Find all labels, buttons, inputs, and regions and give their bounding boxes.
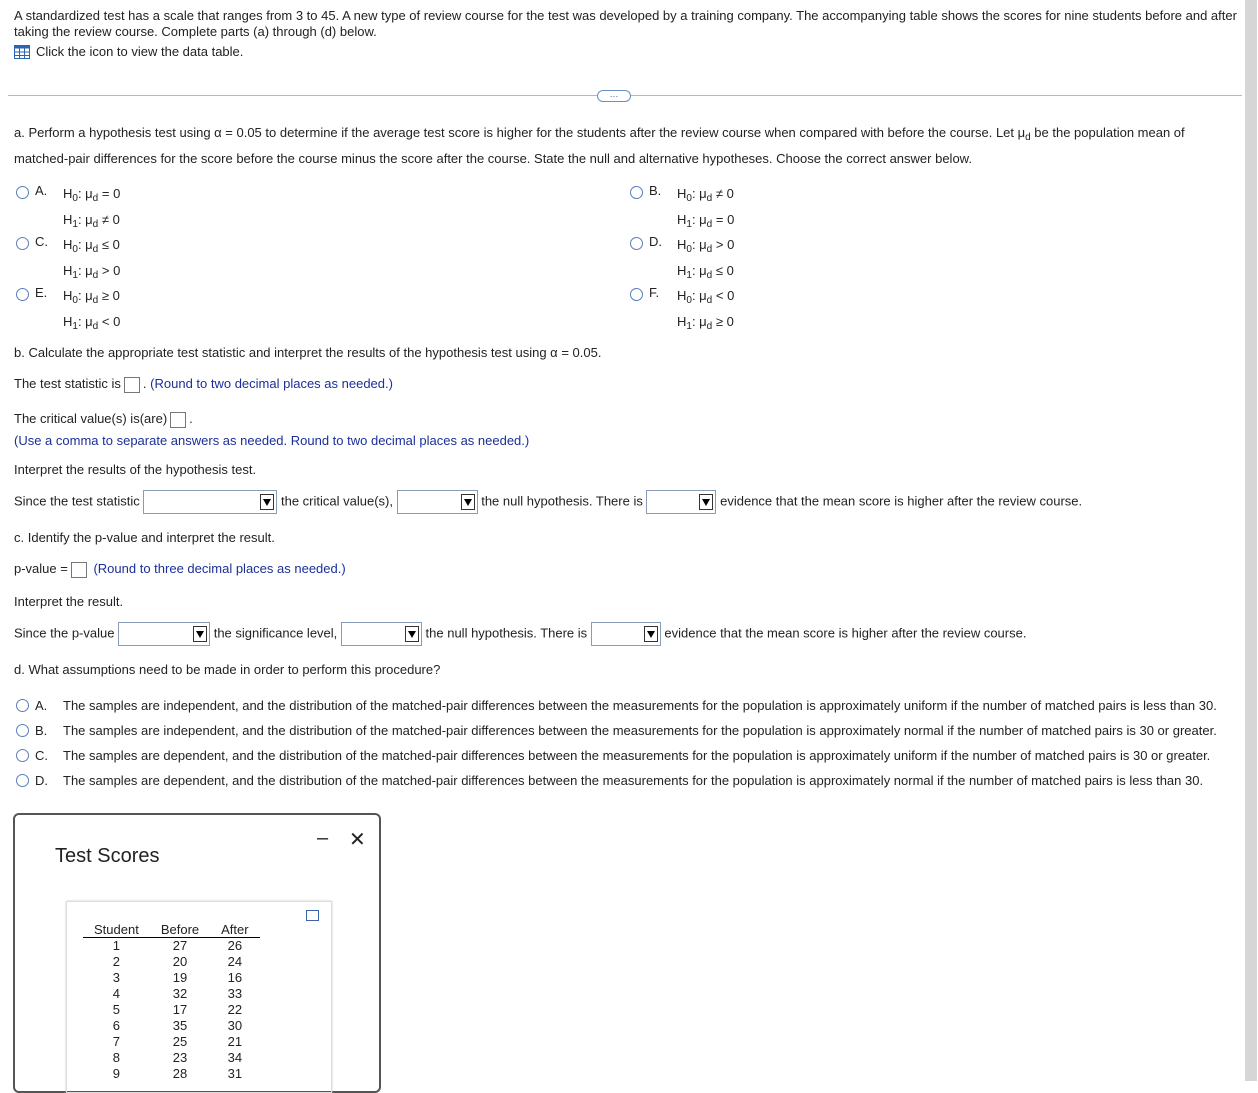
- table-cell: 34: [227, 1050, 243, 1065]
- table-row: [83, 938, 260, 955]
- critical-value-row: The critical value(s) is(are) .: [14, 411, 193, 426]
- hypothesis-option-a[interactable]: [16, 183, 120, 235]
- part-b-interpret-label: Interpret the results of the hypothesis test.: [14, 462, 257, 477]
- option-hypotheses: $H_0$: $\mu_d \le 0$ $H_1$: $\mu_d > 0$: [63, 237, 121, 281]
- table-row: [83, 986, 260, 1002]
- option-hypotheses: $H_0$: $\mu_d \ge 0$ $H_1$: $\mu_d < 0$: [63, 288, 121, 332]
- c-evidence-dropdown[interactable]: [591, 622, 661, 646]
- expand-more-button[interactable]: …: [597, 90, 631, 102]
- critical-value-label: The critical value(s) is(are): [14, 411, 168, 426]
- test-statistic-hint: (Round to two decimal places as needed.): [150, 376, 393, 391]
- option-letter: C.: [35, 748, 48, 763]
- option-hypotheses: $H_0$: $\mu_d < 0$ $H_1$: $\mu_d \ge 0$: [677, 288, 735, 332]
- dialog-title: Test Scores: [55, 845, 160, 867]
- h1-text: ≠ 0: [101, 212, 120, 227]
- table-cell: 8: [112, 1050, 121, 1065]
- option-letter: A.: [35, 698, 48, 713]
- c-reject-dropdown[interactable]: [341, 622, 422, 646]
- radio-button[interactable]: [16, 749, 29, 762]
- chevron-down-icon[interactable]: [461, 494, 475, 510]
- table-cell: 1: [112, 938, 121, 953]
- table-cell: 20: [172, 954, 188, 969]
- table-cell: 19: [172, 970, 188, 985]
- radio-button[interactable]: [630, 237, 643, 250]
- pvalue-input[interactable]: [71, 562, 87, 578]
- radio-button[interactable]: [16, 186, 29, 199]
- h1-text: > 0: [101, 263, 121, 278]
- h0-text: ≠ 0: [715, 186, 734, 201]
- option-text: The samples are independent, and the distribution of the matched-pair differences between the measurements for the population is approximately uniform if the number of matched pairs is less than 30.: [63, 698, 1217, 713]
- assumption-option-d[interactable]: [16, 768, 1217, 793]
- hypothesis-option-d[interactable]: [630, 234, 734, 286]
- radio-button[interactable]: [16, 237, 29, 250]
- table-icon[interactable]: [14, 45, 30, 59]
- chevron-down-icon[interactable]: [260, 494, 274, 510]
- chevron-down-icon[interactable]: [644, 626, 658, 642]
- h1-text: ≤ 0: [715, 263, 734, 278]
- table-cell: 7: [112, 1034, 121, 1049]
- test-scores-table: [83, 922, 260, 1082]
- option-letter: F.: [649, 285, 660, 300]
- h1-text: = 0: [715, 212, 735, 227]
- table-cell: 30: [227, 1018, 243, 1033]
- radio-button[interactable]: [16, 288, 29, 301]
- c-conclusion-text-2: the significance level,: [213, 625, 338, 641]
- assumption-option-c[interactable]: [16, 743, 1217, 768]
- part-c-conclusion-row: [14, 622, 1026, 646]
- column-header: Student: [83, 922, 150, 938]
- option-letter: A.: [35, 183, 48, 198]
- table-cell: 9: [112, 1066, 121, 1081]
- critical-value-input[interactable]: [170, 412, 186, 428]
- radio-button[interactable]: [630, 288, 643, 301]
- table-cell: 25: [172, 1034, 188, 1049]
- table-cell: 28: [172, 1066, 188, 1081]
- option-letter: B.: [649, 183, 662, 198]
- radio-button[interactable]: [16, 724, 29, 737]
- close-icon[interactable]: ✕: [349, 829, 366, 851]
- table-cell: 27: [172, 938, 188, 953]
- minimize-icon[interactable]: –: [317, 827, 329, 849]
- pvalue-hint: (Round to three decimal places as needed.): [93, 561, 346, 576]
- c-conclusion-text-1: Since the p-value: [14, 625, 115, 641]
- table-row: [83, 1002, 260, 1018]
- b-conclusion-text-1: Since the test statistic: [14, 493, 140, 509]
- c-conclusion-text-4: evidence that the mean score is higher after the review course.: [664, 625, 1027, 641]
- chevron-down-icon[interactable]: [699, 494, 713, 510]
- table-cell: 31: [227, 1066, 243, 1081]
- h0-text: > 0: [715, 237, 735, 252]
- table-cell: 35: [172, 1018, 188, 1033]
- part-a-sub: d: [1025, 132, 1031, 143]
- assumption-option-b[interactable]: [16, 718, 1217, 743]
- test-scores-dialog: [13, 813, 381, 1093]
- hypothesis-option-b[interactable]: [630, 183, 734, 235]
- b-compare-dropdown[interactable]: [143, 490, 277, 514]
- chevron-down-icon[interactable]: [193, 626, 207, 642]
- b-conclusion-text-2: the critical value(s),: [280, 493, 393, 509]
- part-a-text-2: be the population mean of matched-pair differences for the score before the course minus the score after the course. State the null and alternative hypotheses. Choose the correct answer below.: [14, 125, 1185, 166]
- page-scrollbar[interactable]: [1245, 0, 1257, 1081]
- radio-button[interactable]: [16, 699, 29, 712]
- table-row: [83, 970, 260, 986]
- c-compare-dropdown[interactable]: [118, 622, 210, 646]
- part-d-prompt: d. What assumptions need to be made in order to perform this procedure?: [14, 662, 441, 677]
- table-cell: 26: [227, 938, 243, 953]
- copy-icon[interactable]: [306, 910, 319, 921]
- table-cell: 23: [172, 1050, 188, 1065]
- part-a-prompt: [14, 122, 1214, 169]
- data-table-panel: [66, 901, 332, 1093]
- test-statistic-row: The test statistic is . (Round to two decimal places as needed.): [14, 376, 393, 391]
- table-cell: 32: [172, 986, 188, 1001]
- table-cell: 24: [227, 954, 243, 969]
- h0-text: = 0: [101, 186, 121, 201]
- part-b-prompt: b. Calculate the appropriate test statistic and interpret the results of the hypothesis test using α = 0.05.: [14, 345, 602, 360]
- view-data-table-label[interactable]: Click the icon to view the data table.: [36, 44, 244, 59]
- option-text: The samples are independent, and the distribution of the matched-pair differences between the measurements for the population is approximately normal if the number of matched pairs is 30 or greater.: [63, 723, 1217, 738]
- c-conclusion-text-3: the null hypothesis. There is: [425, 625, 588, 641]
- b-conclusion-text-3: the null hypothesis. There is: [481, 493, 643, 509]
- b-conclusion-text-4: evidence that the mean score is higher after the review course.: [720, 493, 1083, 509]
- option-text: The samples are dependent, and the distribution of the matched-pair differences between the measurements for the population is approximately normal if the number of matched pairs is less than 30.: [63, 773, 1204, 788]
- h1-text: ≥ 0: [715, 314, 734, 329]
- table-row: [83, 954, 260, 970]
- table-cell: 6: [112, 1018, 121, 1033]
- table-cell: 3: [112, 970, 121, 985]
- table-cell: 5: [112, 1002, 121, 1017]
- h0-text: < 0: [715, 288, 735, 303]
- option-letter: D.: [649, 234, 662, 249]
- option-letter: D.: [35, 773, 48, 788]
- part-c-interpret-label: Interpret the result.: [14, 594, 124, 609]
- b-evidence-dropdown[interactable]: [646, 490, 716, 514]
- part-c-prompt: c. Identify the p-value and interpret the result.: [14, 530, 275, 545]
- part-a-text-1: a. Perform a hypothesis test using α = 0.05 to determine if the average test score is higher for the students after the review course when compared with before the course. Let μ: [14, 125, 1026, 140]
- b-reject-dropdown[interactable]: [397, 490, 478, 514]
- option-hypotheses: $H_0$: $\mu_d > 0$ $H_1$: $\mu_d \le 0$: [677, 237, 735, 281]
- option-letter: B.: [35, 723, 48, 738]
- table-row: [83, 1018, 260, 1034]
- test-statistic-input[interactable]: [124, 377, 140, 393]
- option-letter: C.: [35, 234, 48, 249]
- table-row: [83, 1066, 260, 1082]
- hypothesis-option-e[interactable]: [16, 285, 120, 337]
- option-text: The samples are dependent, and the distribution of the matched-pair differences between the measurements for the population is approximately uniform if the number of matched pairs is 30 or greater.: [63, 748, 1211, 763]
- hypothesis-option-f[interactable]: [630, 285, 734, 337]
- critical-value-hint: (Use a comma to separate answers as needed. Round to two decimal places as needed.): [14, 433, 530, 448]
- test-statistic-label: The test statistic is: [14, 376, 121, 391]
- part-d-choices: [16, 693, 1217, 793]
- part-b-conclusion-row: [14, 490, 1082, 514]
- h0-text: ≤ 0: [101, 237, 120, 252]
- column-header: Before: [150, 922, 210, 938]
- column-header: After: [210, 922, 259, 938]
- option-hypotheses: $H_0$: $\mu_d = 0$ $H_1$: $\mu_d \ne 0$: [63, 186, 121, 230]
- table-row: [83, 1050, 260, 1066]
- table-cell: 33: [227, 986, 243, 1001]
- problem-intro: A standardized test has a scale that ranges from 3 to 45. A new type of review course for the test was developed by a training company. The accompanying table shows the scores for nine students before and after taking the review course. Complete parts (a) through (d) below.: [14, 8, 1237, 39]
- table-cell: 2: [112, 954, 121, 969]
- chevron-down-icon[interactable]: [405, 626, 419, 642]
- table-cell: 22: [227, 1002, 243, 1017]
- table-row: [83, 1034, 260, 1050]
- h0-text: ≥ 0: [101, 288, 120, 303]
- option-hypotheses: $H_0$: $\mu_d \ne 0$ $H_1$: $\mu_d = 0$: [677, 186, 735, 230]
- option-letter: E.: [35, 285, 48, 300]
- pvalue-label: p-value =: [14, 561, 68, 576]
- view-data-table-link[interactable]: [14, 44, 243, 59]
- assumption-option-a[interactable]: [16, 693, 1217, 718]
- h1-text: < 0: [101, 314, 121, 329]
- hypothesis-option-c[interactable]: [16, 234, 120, 286]
- table-cell: 17: [172, 1002, 188, 1017]
- radio-button[interactable]: [16, 774, 29, 787]
- table-cell: 21: [227, 1034, 243, 1049]
- radio-button[interactable]: [630, 186, 643, 199]
- table-cell: 16: [227, 970, 243, 985]
- table-cell: 4: [112, 986, 121, 1001]
- pvalue-row: [14, 561, 346, 578]
